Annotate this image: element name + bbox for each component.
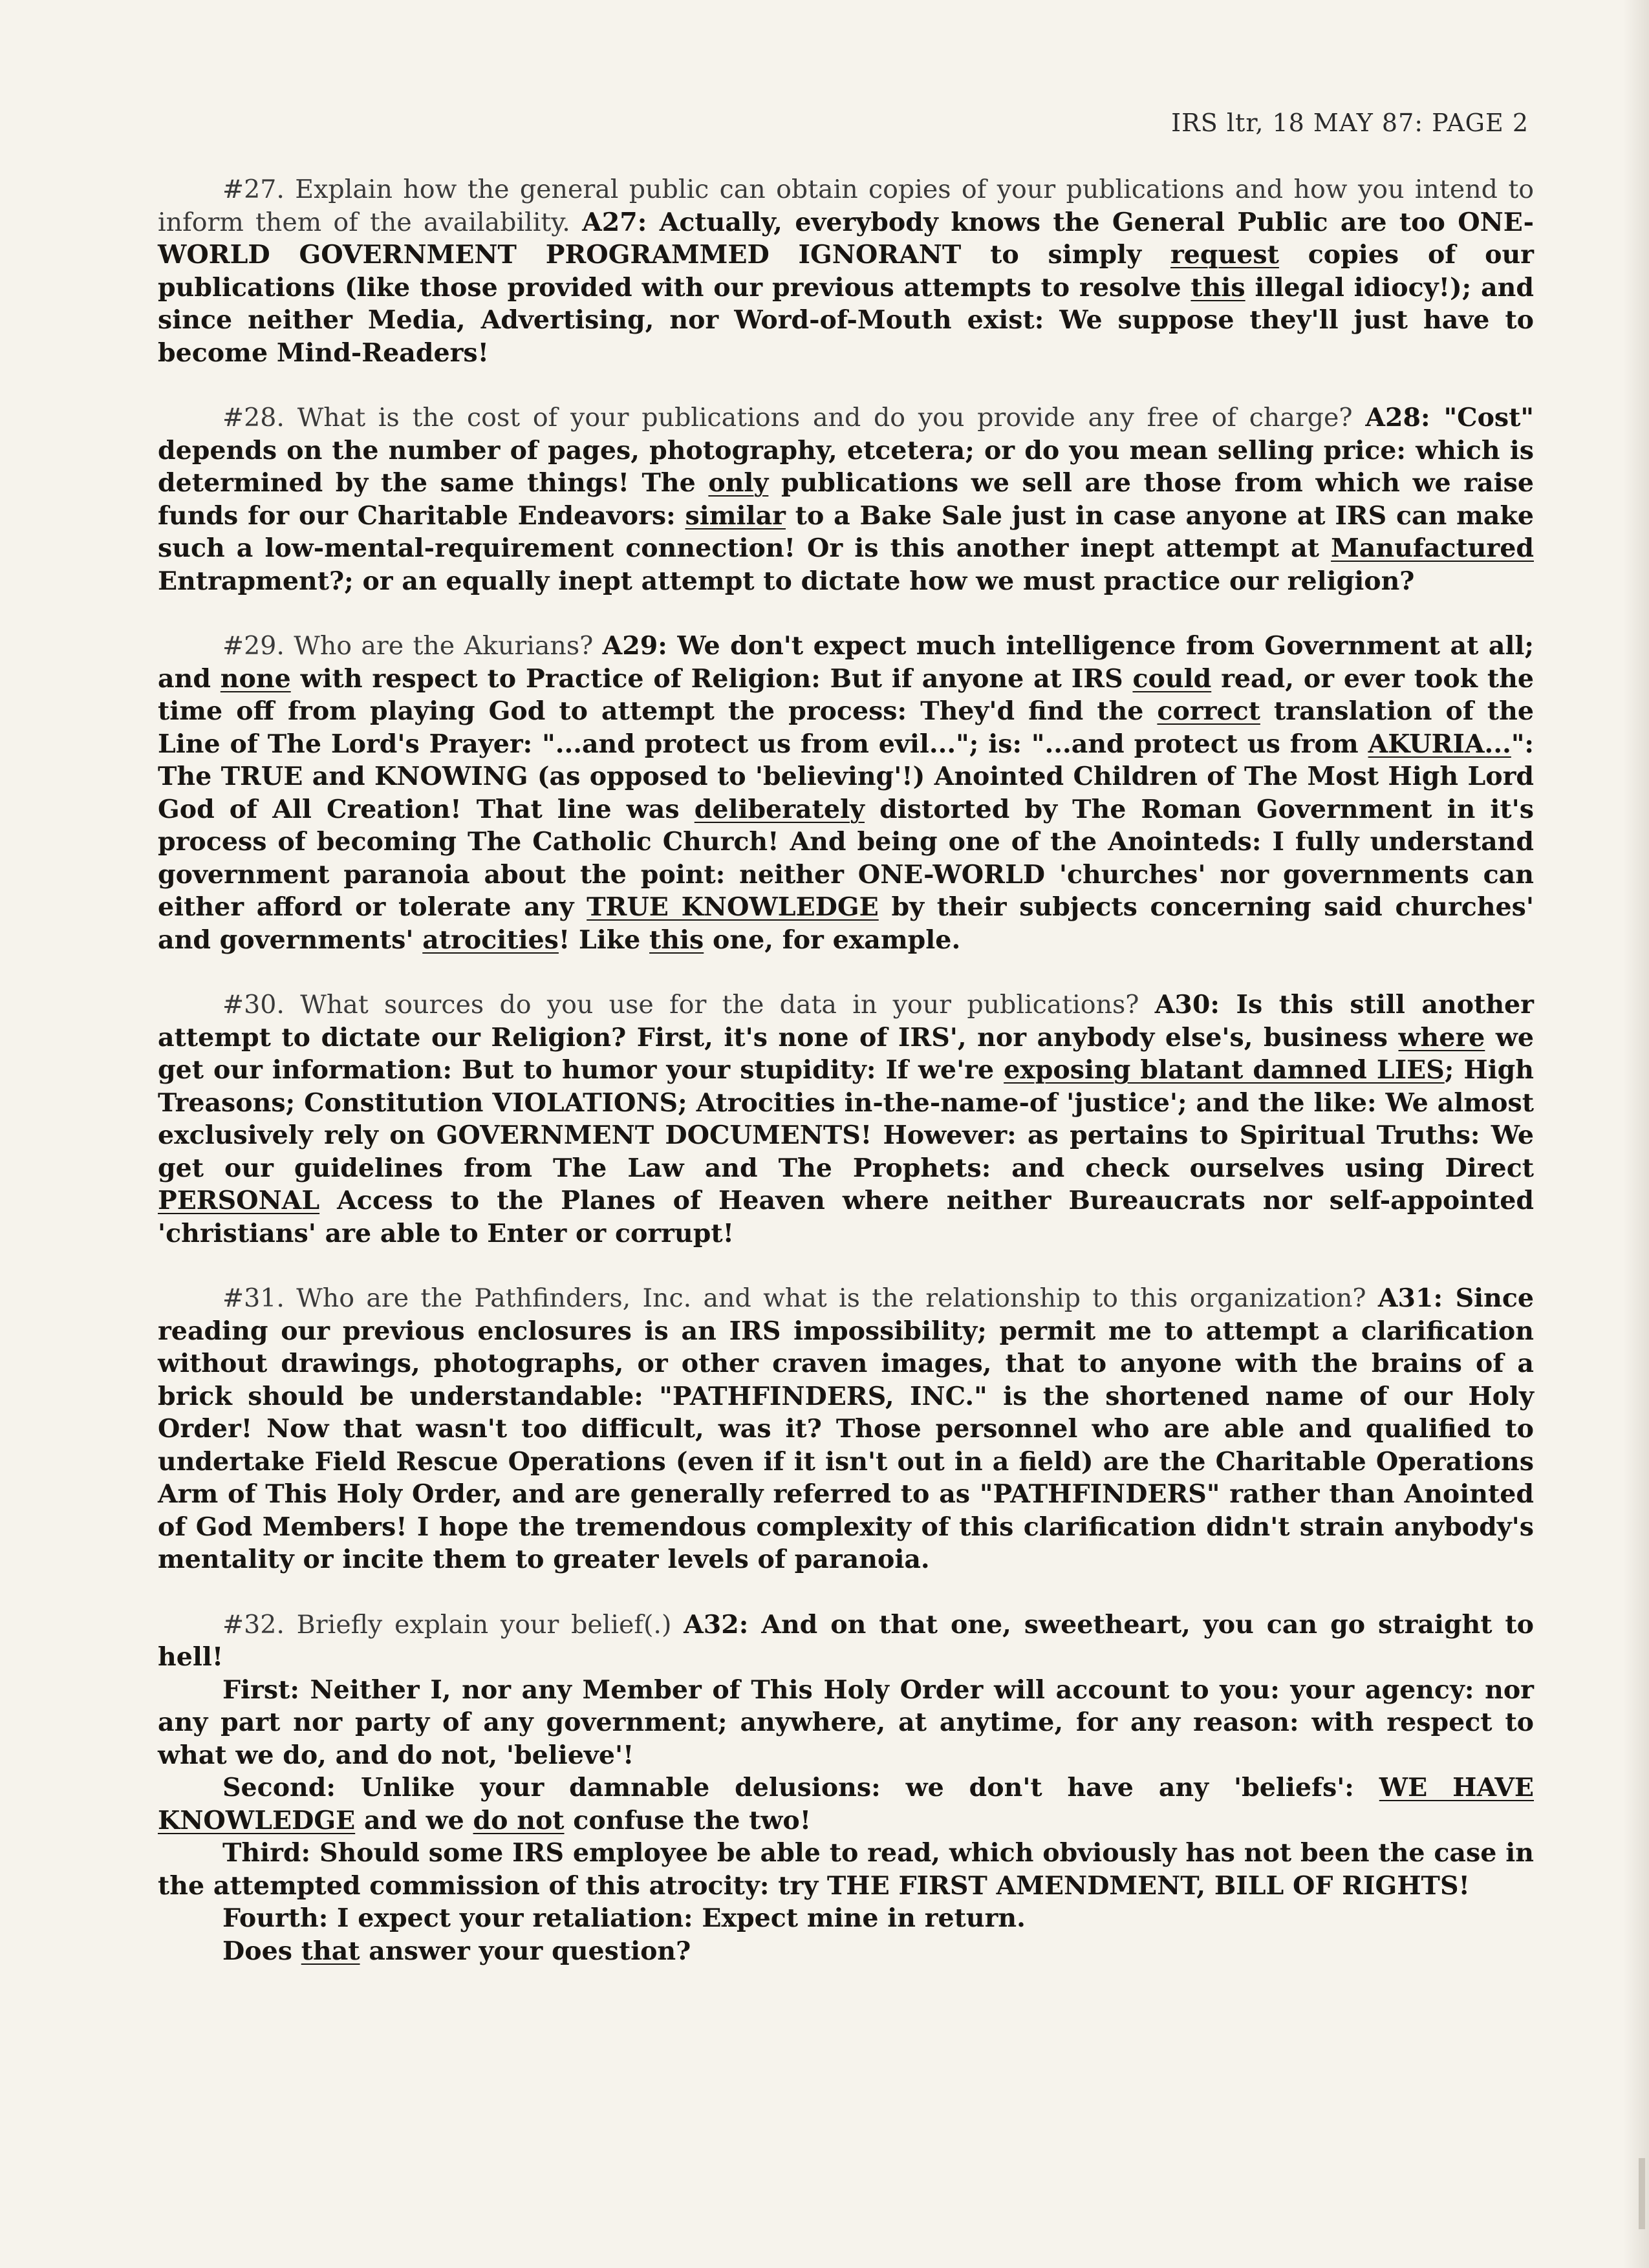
answer-27-text-3: illegal idiocy!); and since neither Media, Advertising, nor Word-of-Mouth exist: We suppose they'll just have to become Mind-Readers! (158, 272, 1535, 368)
question-31: #31. Who are the Pathfinders, Inc. and what is the relationship to this organization? (222, 1283, 1366, 1313)
answer-29-text-9: one, for example. (704, 925, 961, 955)
paragraph-29 (158, 630, 1534, 956)
answer-32-closing (158, 1935, 1534, 1968)
answer-29-text-3: read, or ever took the time off from playing God to attempt the process: They'd find the (158, 663, 1535, 726)
answer-31-label: A31: (1377, 1283, 1443, 1313)
answer-29-text-2: with respect to Practice of Religion: But if anyone at IRS (290, 663, 1133, 694)
answer-29-underline-8: this (649, 925, 704, 955)
answer-31-text-1: Since reading our previous enclosures is an IRS impossibility; permit me to attempt a clarification without drawings, photographs, or other craven images, that to anyone with the brains of a brick should be understandable: "PATHFINDERS, INC." is the shortened name of our Holy Order! Now that wasn't too difficult, was it? Those personnel who are able and qualified to undertake Field Rescue Operations (even if it isn't out in a field) are the Charitable Operations Arm of This Holy Order, and are generally referred to as "PATHFINDERS" rather than Anointed of God Members! I hope the tremendous complexity of this clarification didn't strain anybody's mentality or incite them to greater levels of paranoia. (158, 1283, 1534, 1574)
answer-27-text-1: Actually, everybody knows the General Public are too ONE-WORLD GOVERNMENT PROGRAMMED IGNORANT to simply (158, 207, 1534, 270)
answer-28-text-1: "Cost" depends on the number of pages, photography, etcetera; or do you mean selling price: which is determined by the same things! The (158, 403, 1534, 498)
paragraph-32-intro (158, 1609, 1534, 1674)
answer-32-second (158, 1771, 1534, 1837)
answer-28-label: A28: (1365, 403, 1430, 433)
answer-28-underline-2: similar (685, 500, 786, 531)
answer-32-closing-text-2: answer your question? (360, 1936, 691, 1966)
answer-32-closing-text-1: Does (222, 1936, 301, 1966)
answer-28-text-4: Entrapment?; or an equally inept attempt to dictate how we must practice our religion? (158, 566, 1415, 596)
answer-30-underline-1: where (1398, 1022, 1485, 1053)
answer-32-second-underline-1: WE HAVE KNOWLEDGE (158, 1773, 1534, 1835)
question-29: #29. Who are the Akurians? (222, 631, 594, 661)
answer-28-text-3: to a Bake Sale just in case anyone at IRS can make such a low-mental-requirement connection! Or is this another inept attempt at (158, 500, 1534, 563)
answer-30-text-4: Access to the Planes of Heaven where neither Bureaucrats nor self-appointed 'christians' are able to Enter or corrupt! (158, 1186, 1534, 1248)
answer-30-text-2: we get our information: But to humor your stupidity: If we're (158, 1022, 1534, 1085)
paragraph-30 (158, 989, 1534, 1250)
answer-29-underline-3: correct (1157, 696, 1260, 726)
answer-30-label: A30: (1154, 990, 1220, 1020)
answer-27-label: A27: (582, 207, 647, 237)
answer-29-text-7: by their subjects concerning said churches' and governments' (158, 892, 1534, 955)
answer-29-underline-7: atrocities (422, 925, 559, 955)
answer-29-label: A29: (602, 631, 667, 661)
answer-32-text-1: And on that one, sweetheart, you can go straight to hell! (158, 1609, 1534, 1672)
answer-27-underline-1: request (1170, 240, 1279, 270)
answer-27-text-2: copies of our publications (like those provided with our previous attempts to resolve (158, 240, 1534, 303)
paragraph-27 (158, 173, 1534, 369)
answer-31 (158, 1283, 1534, 1574)
answer-29-underline-6: TRUE KNOWLEDGE (587, 892, 879, 922)
answer-29-underline-2: could (1132, 663, 1212, 694)
paragraph-28 (158, 401, 1534, 597)
answer-28-text-2: publications we sell are those from which we raise funds for our Charitable Endeavors: (158, 468, 1534, 531)
answer-29-underline-4: AKURIA... (1368, 729, 1511, 759)
answer-30-text-3: ; High Treasons; Constitution VIOLATIONS; Atrocities in-the-name-of 'justice'; and the like: We almost exclusively rely on GOVERNMENT DOCUMENTS! However: as pertains to Spiritual Truths: We get our guidelines from The Law and The Prophets: and check ourselves using Direct (158, 1055, 1534, 1183)
scan-edge-mark (1639, 2158, 1645, 2229)
answer-29-underline-5: deliberately (694, 794, 865, 824)
answer-30-text-1: Is this still another attempt to dictate our Religion? First, it's none of IRS', nor anybody else's, business (158, 990, 1534, 1053)
answer-32-label: A32: (684, 1609, 749, 1640)
paragraph-32 (158, 1609, 1534, 1968)
answer-32-second-text-2: and we (355, 1805, 473, 1835)
answer-29 (158, 631, 1534, 955)
answer-29-text-4: translation of the Line of The Lord's Prayer: "...and protect us from evil..."; is: "...and protect us from (158, 696, 1534, 759)
answer-28-underline-1: only (708, 468, 769, 498)
answer-28-underline-3: Manufactured (1331, 533, 1534, 563)
answer-32-third: Third: Should some IRS employee be able to read, which obviously has not been the case in the attempted commission of this atrocity: try THE FIRST AMENDMENT, BILL OF RIGHTS! (158, 1838, 1534, 1901)
answer-32-second-text-1: Second: Unlike your damnable delusions: we don't have any 'beliefs': (222, 1773, 1379, 1803)
answer-30-underline-3: PERSONAL (158, 1186, 320, 1215)
question-28: #28. What is the cost of your publications and do you provide any free of charge? (222, 403, 1353, 433)
answer-29-text-8: ! Like (558, 925, 650, 955)
answer-29-text-5: ": The TRUE and KNOWING (as opposed to 'believing'!) Anointed Children of The Most High Lord God of All Creation! That line was (158, 729, 1534, 824)
page-header: IRS ltr, 18 MAY 87: PAGE 2 (1171, 109, 1529, 137)
answer-32-first: First: Neither I, nor any Member of This Holy Order will account to you: your agency: nor any part nor party of any government; anywhere, at anytime, for any reason: with respect to what we do, and do not, 'believe'! (158, 1674, 1534, 1770)
answer-30 (158, 990, 1534, 1248)
answer-32-second-text-3: confuse the two! (564, 1805, 812, 1835)
answer-29-text-6: distorted by The Roman Government in it's process of becoming The Catholic Church! And being one of the Anointeds: I fully understand government paranoia about the point: neither ONE-WORLD 'churches' nor governments can either afford or tolerate any (158, 794, 1534, 922)
question-32: #32. Briefly explain your belief(.) (222, 1609, 672, 1640)
answer-29-text-1: We don't expect much intelligence from Government at all; and (158, 631, 1535, 694)
question-27: #27. Explain how the general public can obtain copies of your publications and how you intend to inform them of the availability. (158, 175, 1534, 237)
answer-29-underline-1: none (220, 663, 291, 694)
answer-32-closing-underline-1: that (301, 1936, 360, 1966)
question-30: #30. What sources do you use for the data in your publications? (222, 990, 1139, 1020)
scan-edge-shadow (1623, 0, 1649, 2268)
answer-30-underline-2: exposing blatant damned LIES (1004, 1055, 1445, 1085)
answer-27-underline-2: this (1191, 272, 1245, 303)
letter-body (158, 173, 1534, 1967)
answer-32-fourth: Fourth: I expect your retaliation: Expect mine in return. (222, 1903, 1026, 1933)
paragraph-31 (158, 1282, 1534, 1576)
answer-32-second-underline-2: do not (473, 1805, 565, 1835)
